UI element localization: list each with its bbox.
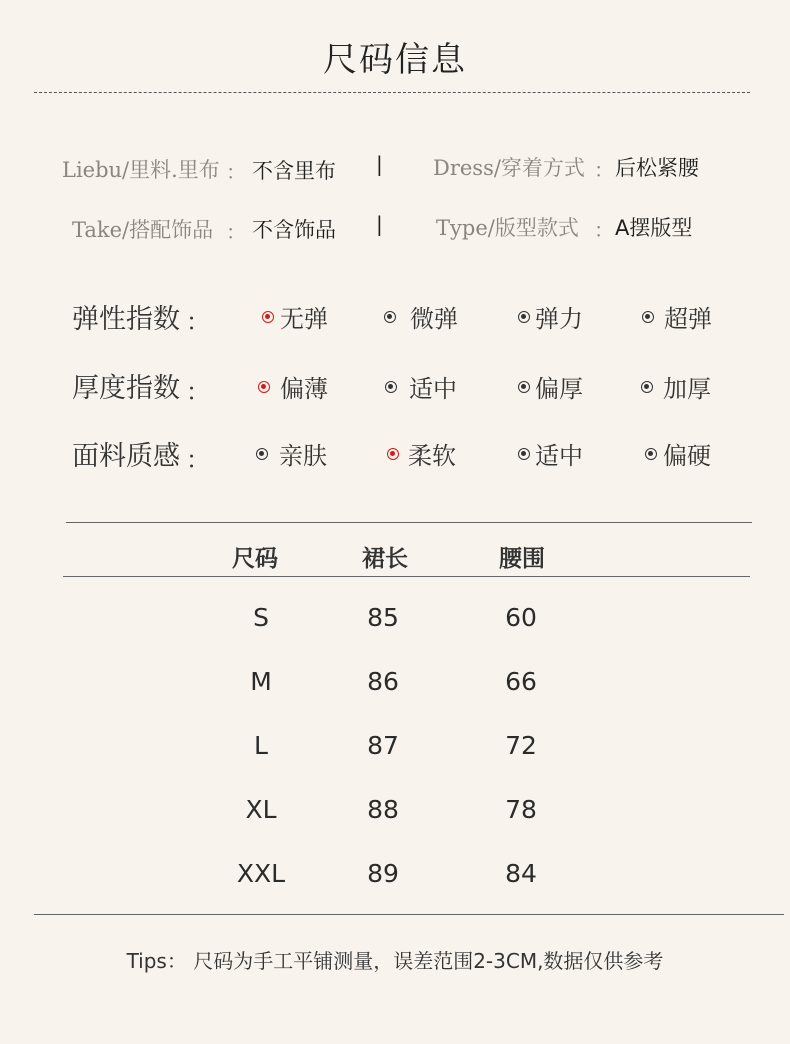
page-title: 尺码信息: [323, 40, 467, 80]
table-bottom-rule: [34, 914, 784, 915]
attr-lining-value: 不含里布: [252, 159, 336, 183]
option-elasticity-3[interactable]: [518, 299, 583, 334]
table-header-length: 裙长: [362, 546, 408, 572]
index-label-elasticity: 弹性指数: [72, 304, 180, 335]
option-texture-2[interactable]: [387, 436, 456, 471]
attr-separator: |: [376, 152, 383, 176]
option-label: 适中: [409, 375, 457, 403]
attr-lining-colon: ：: [226, 160, 246, 184]
attr-dress-label: Dress/穿着方式: [433, 156, 585, 180]
index-label-texture: 面料质感: [72, 441, 180, 472]
radio-icon: [642, 311, 654, 323]
option-elasticity-2[interactable]: [384, 299, 458, 334]
table-cell-length: 87: [367, 731, 399, 760]
radio-icon: [518, 381, 530, 393]
radio-icon: [256, 448, 268, 460]
option-label: 弹力: [535, 305, 583, 333]
option-elasticity-1[interactable]: [262, 299, 328, 334]
table-cell-size: M: [250, 667, 272, 696]
title-divider: [34, 92, 750, 93]
attr-lining-label: Liebu/里料.里布: [62, 158, 220, 182]
table-cell-size: XXL: [236, 859, 286, 888]
index-label-thickness: 厚度指数: [72, 373, 180, 404]
table-cell-length: 89: [367, 859, 399, 888]
table-cell-length: 88: [367, 795, 399, 824]
option-thickness-1[interactable]: [258, 369, 328, 404]
attr-type-label: Type/版型款式: [436, 216, 579, 240]
radio-selected-icon: [258, 381, 270, 393]
table-cell-size: L: [254, 731, 268, 760]
table-cell-waist: 84: [505, 859, 537, 888]
table-cell-waist: 72: [505, 731, 537, 760]
option-thickness-4[interactable]: [641, 369, 711, 404]
option-thickness-3[interactable]: [518, 369, 583, 404]
option-texture-3[interactable]: [518, 436, 583, 471]
option-label: 亲肤: [279, 442, 327, 470]
table-cell-size: S: [253, 603, 269, 632]
table-cell-length: 85: [367, 603, 399, 632]
option-label: 无弹: [280, 305, 328, 333]
attr-separator: |: [376, 212, 383, 236]
radio-selected-icon: [262, 311, 274, 323]
option-label: 适中: [535, 442, 583, 470]
radio-icon: [518, 448, 530, 460]
tips-note: Tips： 尺码为手工平铺测量，误差范围2-3CM,数据仅供参考: [126, 949, 664, 973]
option-texture-1[interactable]: [256, 436, 327, 471]
option-thickness-2[interactable]: [385, 369, 457, 404]
option-label: 超弹: [664, 305, 712, 333]
option-texture-4[interactable]: [645, 436, 711, 471]
option-label: 偏硬: [663, 442, 711, 470]
index-colon: ：: [186, 308, 210, 336]
attr-dress-value: 后松紧腰: [615, 156, 699, 180]
radio-icon: [385, 381, 397, 393]
table-cell-length: 86: [367, 667, 399, 696]
attr-type-colon: ：: [594, 218, 614, 242]
table-header-size: 尺码: [232, 546, 278, 572]
option-label: 偏厚: [535, 375, 583, 403]
table-cell-waist: 78: [505, 795, 537, 824]
index-colon: ：: [186, 378, 210, 406]
radio-icon: [384, 311, 396, 323]
table-top-rule: [66, 522, 752, 523]
attr-dress-colon: ：: [594, 158, 614, 182]
attr-accessory-label: Take/搭配饰品: [72, 218, 214, 242]
option-label: 柔软: [408, 442, 456, 470]
table-cell-size: XL: [245, 795, 277, 824]
radio-selected-icon: [387, 448, 399, 460]
option-label: 偏薄: [280, 375, 328, 403]
option-label: 加厚: [663, 375, 711, 403]
table-cell-waist: 66: [505, 667, 537, 696]
table-header-waist: 腰围: [499, 546, 545, 572]
table-cell-waist: 60: [505, 603, 537, 632]
radio-icon: [641, 381, 653, 393]
attr-type-value: A摆版型: [615, 216, 693, 240]
attr-accessory-value: 不含饰品: [252, 218, 336, 242]
attr-accessory-colon: ：: [226, 220, 246, 244]
radio-icon: [518, 311, 530, 323]
option-label: 微弹: [410, 305, 458, 333]
index-colon: ：: [186, 446, 210, 474]
option-elasticity-4[interactable]: [642, 299, 712, 334]
table-header-rule: [63, 576, 750, 577]
radio-icon: [645, 448, 657, 460]
